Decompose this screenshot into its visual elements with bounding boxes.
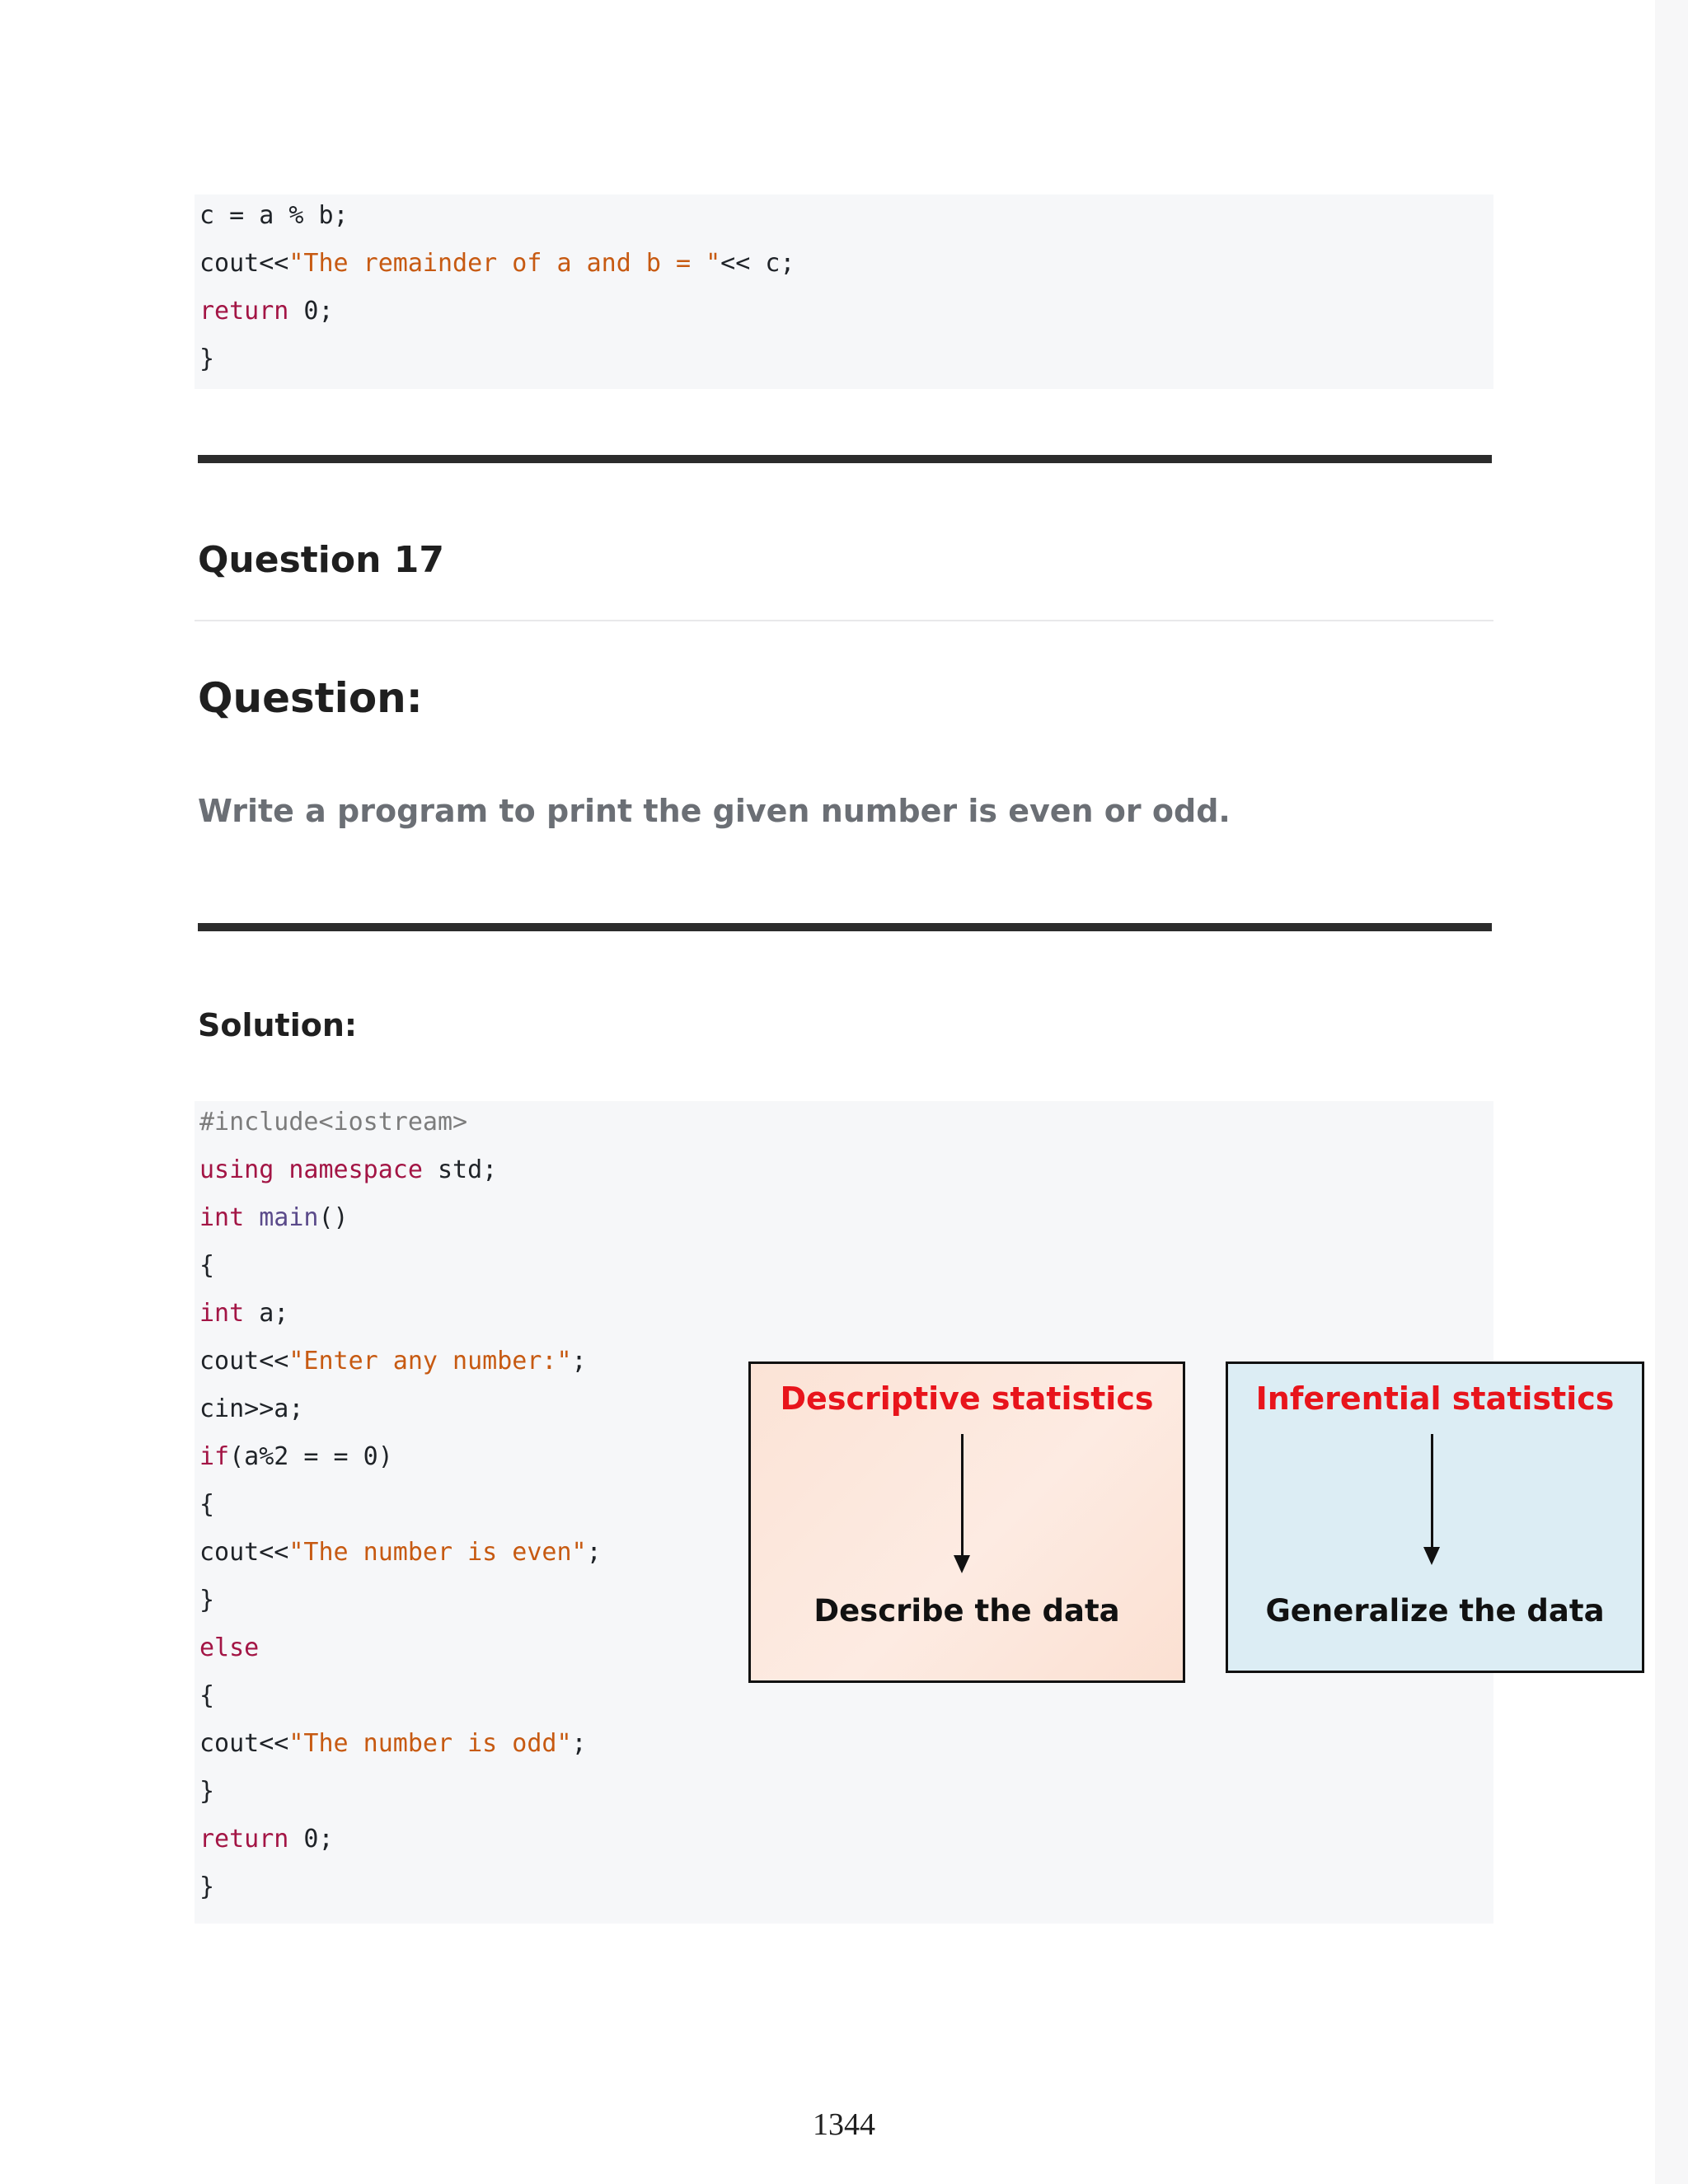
code-token: else — [199, 1633, 260, 1662]
down-arrow-icon — [1431, 1434, 1433, 1549]
code-token: { — [199, 1251, 215, 1280]
inferential-title: Inferential statistics — [1255, 1380, 1615, 1417]
code-token: 0; — [288, 1825, 334, 1854]
code-token: return — [199, 1825, 289, 1854]
code-token: cout<< — [199, 1347, 289, 1376]
inferential-subtitle: Generalize the data — [1265, 1593, 1605, 1629]
code-token: "The remainder of a and b = " — [288, 249, 721, 278]
code-line — [199, 1536, 602, 1569]
code-token: "The number is even" — [288, 1538, 587, 1567]
down-arrow-icon — [961, 1434, 964, 1558]
arrowhead-icon — [1423, 1547, 1440, 1565]
code-token: 0; — [288, 297, 334, 326]
code-token: "Enter any number:" — [288, 1347, 572, 1376]
code-line — [199, 1775, 214, 1808]
code-token: namespace — [288, 1155, 423, 1184]
code-token: (a%2 = = 0) — [229, 1442, 393, 1471]
code-token: ; — [571, 1729, 587, 1758]
code-token: std; — [422, 1155, 498, 1184]
code-token: { — [199, 1681, 215, 1710]
code-line — [199, 1154, 497, 1187]
code-token: { — [199, 1490, 215, 1519]
code-line — [199, 1393, 303, 1426]
code-token: cout<< — [199, 1538, 289, 1567]
code-line — [199, 199, 349, 232]
descriptive-title: Descriptive statistics — [780, 1380, 1154, 1417]
code-line — [199, 295, 334, 328]
inferential-statistics-box — [1226, 1361, 1644, 1673]
code-token: a; — [244, 1299, 289, 1328]
code-line — [199, 1441, 393, 1474]
code-token: ; — [571, 1347, 587, 1376]
code-line — [199, 343, 214, 376]
code-line — [199, 1823, 334, 1856]
code-token: ; — [586, 1538, 602, 1567]
code-line — [199, 1345, 587, 1378]
code-token: if — [199, 1442, 230, 1471]
code-token: cout<< — [199, 249, 289, 278]
page-edge — [1655, 0, 1688, 2184]
question-number-heading: Question 17 — [198, 539, 444, 581]
code-line — [199, 1202, 349, 1235]
section-divider — [198, 923, 1492, 931]
code-token: } — [199, 1586, 215, 1615]
code-token: #include<iostream> — [199, 1108, 468, 1137]
code-token: cin>>a; — [199, 1394, 304, 1423]
code-token: main — [259, 1203, 319, 1232]
code-line — [199, 1680, 214, 1713]
code-token: int — [199, 1299, 245, 1328]
code-line — [199, 1249, 214, 1282]
descriptive-subtitle: Describe the data — [814, 1593, 1120, 1629]
code-token: } — [199, 1777, 215, 1806]
arrowhead-icon — [954, 1555, 970, 1573]
heading-underline — [195, 620, 1493, 621]
descriptive-statistics-box — [748, 1361, 1185, 1683]
code-token: } — [199, 1872, 215, 1901]
question-text: Write a program to print the given number is even or odd. — [198, 793, 1231, 829]
code-line — [199, 1488, 214, 1521]
code-line — [199, 247, 795, 280]
code-token: int — [199, 1203, 245, 1232]
code-token: << c; — [720, 249, 795, 278]
code-line — [199, 1106, 467, 1139]
code-line — [199, 1871, 214, 1904]
code-token: return — [199, 297, 289, 326]
question-heading: Question: — [198, 674, 423, 722]
code-block-top — [195, 194, 1493, 389]
page-number: 1344 — [813, 2107, 875, 2142]
code-line — [199, 1727, 587, 1760]
code-token: using — [199, 1155, 274, 1184]
code-line — [199, 1297, 288, 1330]
code-token: c = a % b; — [199, 201, 349, 230]
code-line — [199, 1632, 259, 1665]
code-token — [274, 1155, 288, 1184]
section-divider — [198, 455, 1492, 463]
code-token — [244, 1203, 259, 1232]
solution-heading: Solution: — [198, 1007, 358, 1043]
code-token: () — [318, 1203, 349, 1232]
code-token: "The number is odd" — [288, 1729, 572, 1758]
code-token: cout<< — [199, 1729, 289, 1758]
code-token: } — [199, 344, 215, 373]
code-line — [199, 1584, 214, 1617]
